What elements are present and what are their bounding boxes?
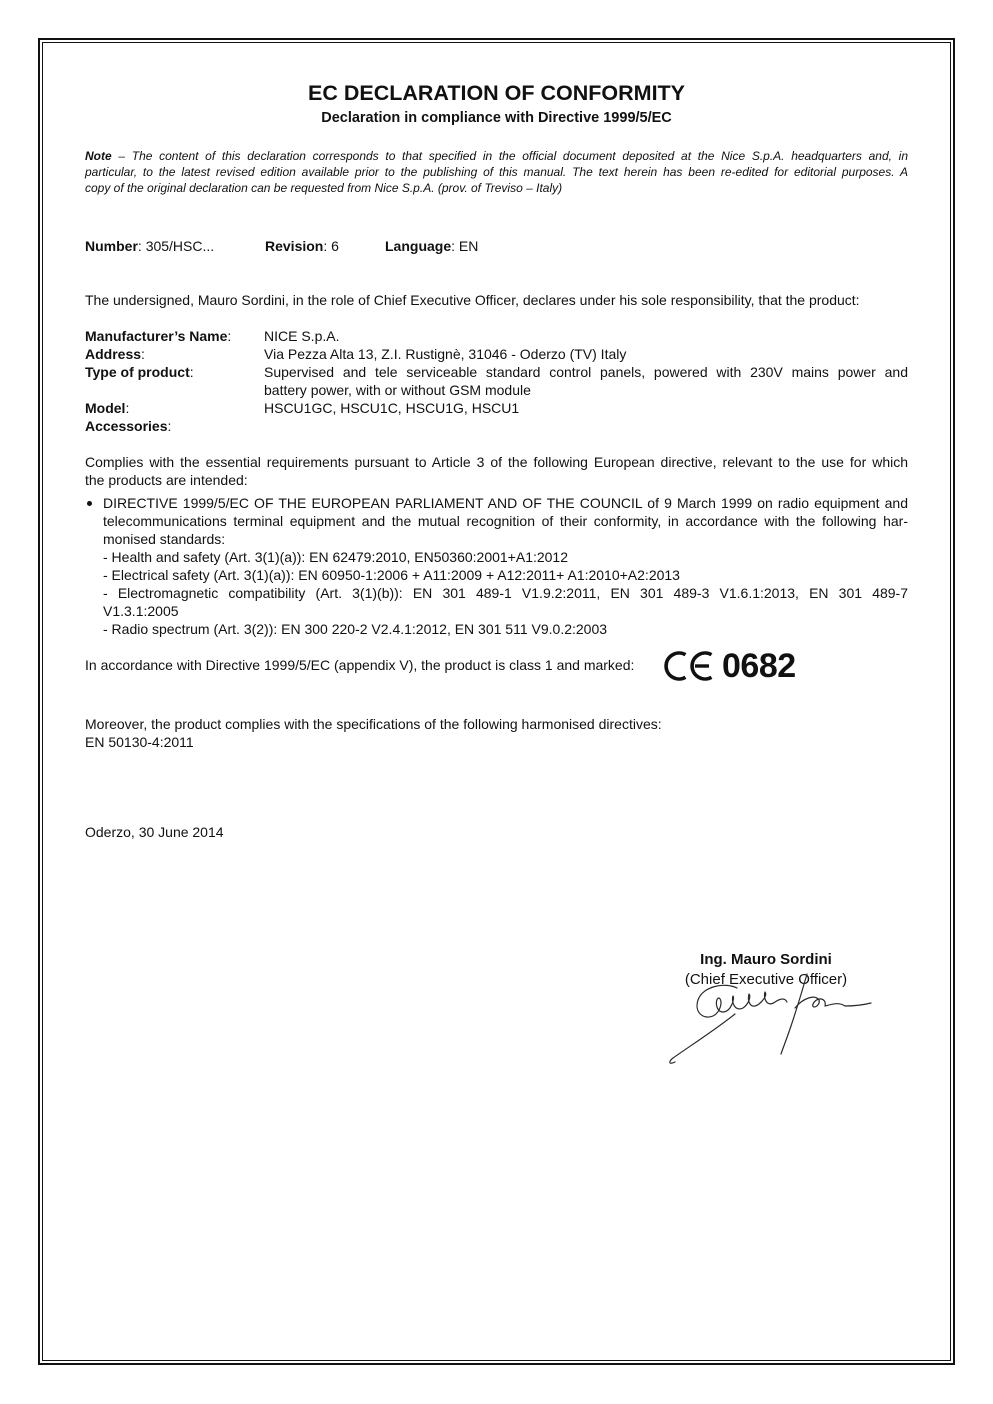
model-label [85,399,129,417]
note-text: – The content of this declaration corresponds to that specified in the official document deposited at the Nice S.p.A. headquarters and, in [118,149,908,163]
manufacturer-label-text: Manufacturer’s Name [85,328,228,344]
language-sep: : [451,238,456,254]
language-field [385,237,478,255]
manufacturer-sep: : [227,328,232,344]
accessories-row [85,417,908,435]
document-title: EC DECLARATION OF CONFORMITY [307,81,686,105]
declaration-intro: The undersigned, Mauro Sordini, in the role of Chief Executive Officer, declares under his sole responsibility, that the product: [85,292,860,308]
address-label-text: Address [85,346,142,362]
compliance-intro [85,453,908,489]
product-details [85,327,908,435]
type-value [264,363,908,399]
harmonised-directives [85,715,908,751]
signatory-name: Ing. Mauro Sordini [700,951,832,968]
address-value: Via Pezza Alta 13, Z.I. Rustignè, 31046 - Oderzo (TV) Italy [264,346,627,362]
document-subtitle: Declaration in compliance with Directive 1999/5/EC [321,110,672,126]
signature [665,968,880,1068]
number-label: Number [85,238,138,254]
directive-body [103,494,908,638]
manufacturer-row [85,327,908,345]
marking-statement: In accordance with Directive 1999/5/EC (appendix V), the product is class 1 and marked: [85,657,635,673]
harmonised-standard: EN 50130-4:2011 [85,734,194,750]
model-row [85,399,908,417]
address-row [85,345,908,363]
type-value-line: Supervised and tele serviceable standard control panels, powered with 230V mains power and [264,364,908,380]
model-value: HSCU1GC, HSCU1C, HSCU1G, HSCU1 [264,400,520,416]
standard-radio: - Radio spectrum (Art. 3(2)): EN 300 220-2 V2.4.1:2012, EN 301 511 V9.0.2:2003 [103,621,608,637]
accessories-label-text: Accessories [85,418,168,434]
type-sep: : [189,364,194,380]
note-line: copy of the original declaration can be requested from Nice S.p.A. (prov. of Treviso – Italy) [85,181,563,195]
revision-field [265,237,339,255]
address-sep: : [141,346,145,362]
accessories-sep: : [167,418,172,434]
type-value-line: battery power, with or without GSM module [264,382,531,398]
signatory-role: (Chief Executive Officer) [684,971,848,988]
number-value: 305/HSC... [145,238,215,254]
place-date: Oderzo, 30 June 2014 [85,824,224,840]
standard-electrical: - Electrical safety (Art. 3(1)(a)): EN 60950-1:2006 + A11:2009 + A12:2011+ A1:2010+A2:2013 [103,567,680,583]
revision-sep: : [323,238,328,254]
type-row [85,363,908,399]
model-label-text: Model [85,400,126,416]
standard-health: - Health and safety (Art. 3(1)(a)): EN 62479:2010, EN50360:2001+A1:2012 [103,549,569,565]
number-sep: : [137,238,142,254]
compliance-intro-line: the products are intended: [85,472,248,488]
type-label [85,363,194,381]
model-sep: : [125,400,130,416]
compliance-intro-line: Complies with the essential requirements pursuant to Article 3 of the following European directive, relevant to the use for which [85,454,908,470]
revision-value: 6 [331,238,339,254]
address-label [85,345,145,363]
note-paragraph [85,148,908,196]
standard-emc-continued: V1.3.1:2005 [103,603,179,619]
type-label-text: Type of product [85,364,190,380]
note-label: Note [85,149,112,163]
note-line: particular, to the latest revised edition available prior to the publishing of this manual. The text herein has been re-edited for editorial purposes. A [85,165,908,179]
directive-line: monised standards: [103,531,226,547]
ce-mark-icon [664,651,718,681]
harmonised-intro: Moreover, the product complies with the specifications of the following harmonised directives: [85,716,662,732]
manufacturer-value: NICE S.p.A. [264,328,340,344]
revision-label: Revision [265,238,324,254]
directive-line: telecommunications terminal equipment and the mutual recognition of their conformity, in accordance with the following har- [103,513,908,529]
language-value: EN [458,238,479,254]
note-line [85,148,908,164]
bullet-icon [87,501,92,506]
notified-body-number: 0682 [722,647,796,685]
directive-line: DIRECTIVE 1999/5/EC OF THE EUROPEAN PARLIAMENT AND OF THE COUNCIL of 9 March 1999 on radio equipment and [103,495,908,511]
standard-emc: - Electromagnetic compatibility (Art. 3(1)(b)): EN 301 489-1 V1.9.2:2011, EN 301 489-3 V1.6.1:2013, EN 301 489-7 [103,585,908,601]
number-field [85,237,214,255]
accessories-label [85,417,171,435]
language-label: Language [385,238,452,254]
manufacturer-label [85,327,231,345]
